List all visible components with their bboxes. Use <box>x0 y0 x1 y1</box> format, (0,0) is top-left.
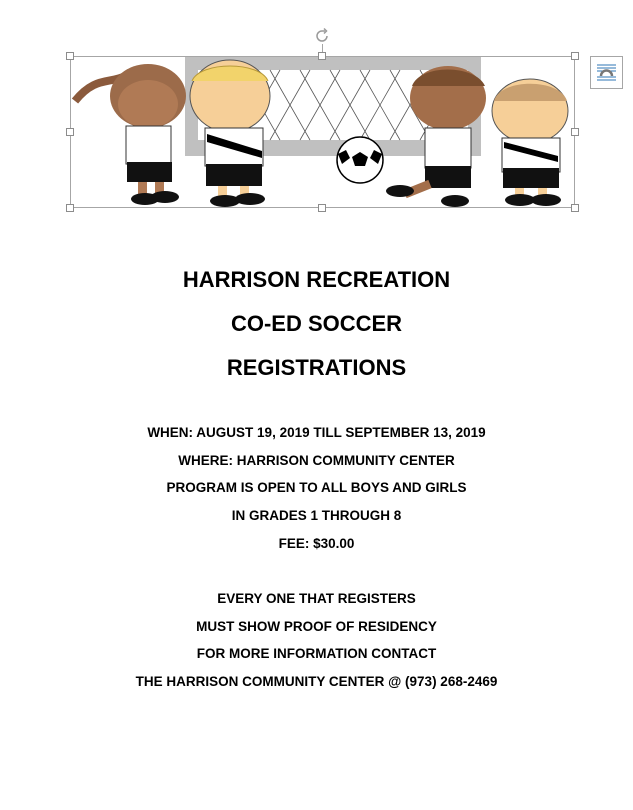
rotate-icon[interactable] <box>313 27 331 45</box>
resize-handle-top[interactable] <box>318 52 326 60</box>
resize-handle-top-right[interactable] <box>571 52 579 60</box>
note-contact: FOR MORE INFORMATION CONTACT <box>196 646 437 661</box>
title-line-3: REGISTRATIONS <box>226 355 407 380</box>
detail-grades: IN GRADES 1 THROUGH 8 <box>231 508 402 523</box>
resize-handle-left[interactable] <box>66 128 74 136</box>
detail-eligibility: PROGRAM IS OPEN TO ALL BOYS AND GIRLS <box>166 480 467 495</box>
resize-handle-bottom-right[interactable] <box>571 204 579 212</box>
title-line-1: HARRISON RECREATION <box>182 267 451 292</box>
resize-handle-bottom-left[interactable] <box>66 204 74 212</box>
resize-handle-right[interactable] <box>571 128 579 136</box>
detail-fee: FEE: $30.00 <box>278 536 355 551</box>
note-phone: THE HARRISON COMMUNITY CENTER @ (973) 268-2469 <box>135 674 498 689</box>
title-line-2: CO-ED SOCCER <box>230 311 403 336</box>
layout-options-button[interactable] <box>590 56 623 89</box>
image-selection-frame <box>70 56 575 208</box>
resize-handle-bottom[interactable] <box>318 204 326 212</box>
detail-where: WHERE: HARRISON COMMUNITY CENTER <box>178 453 455 468</box>
note-residency: MUST SHOW PROOF OF RESIDENCY <box>196 619 437 634</box>
detail-when: WHEN: AUGUST 19, 2019 TILL SEPTEMBER 13, 2019 <box>147 425 486 440</box>
resize-handle-top-left[interactable] <box>66 52 74 60</box>
note-registers: EVERY ONE THAT REGISTERS <box>217 591 416 606</box>
wrap-text-icon <box>591 57 622 88</box>
